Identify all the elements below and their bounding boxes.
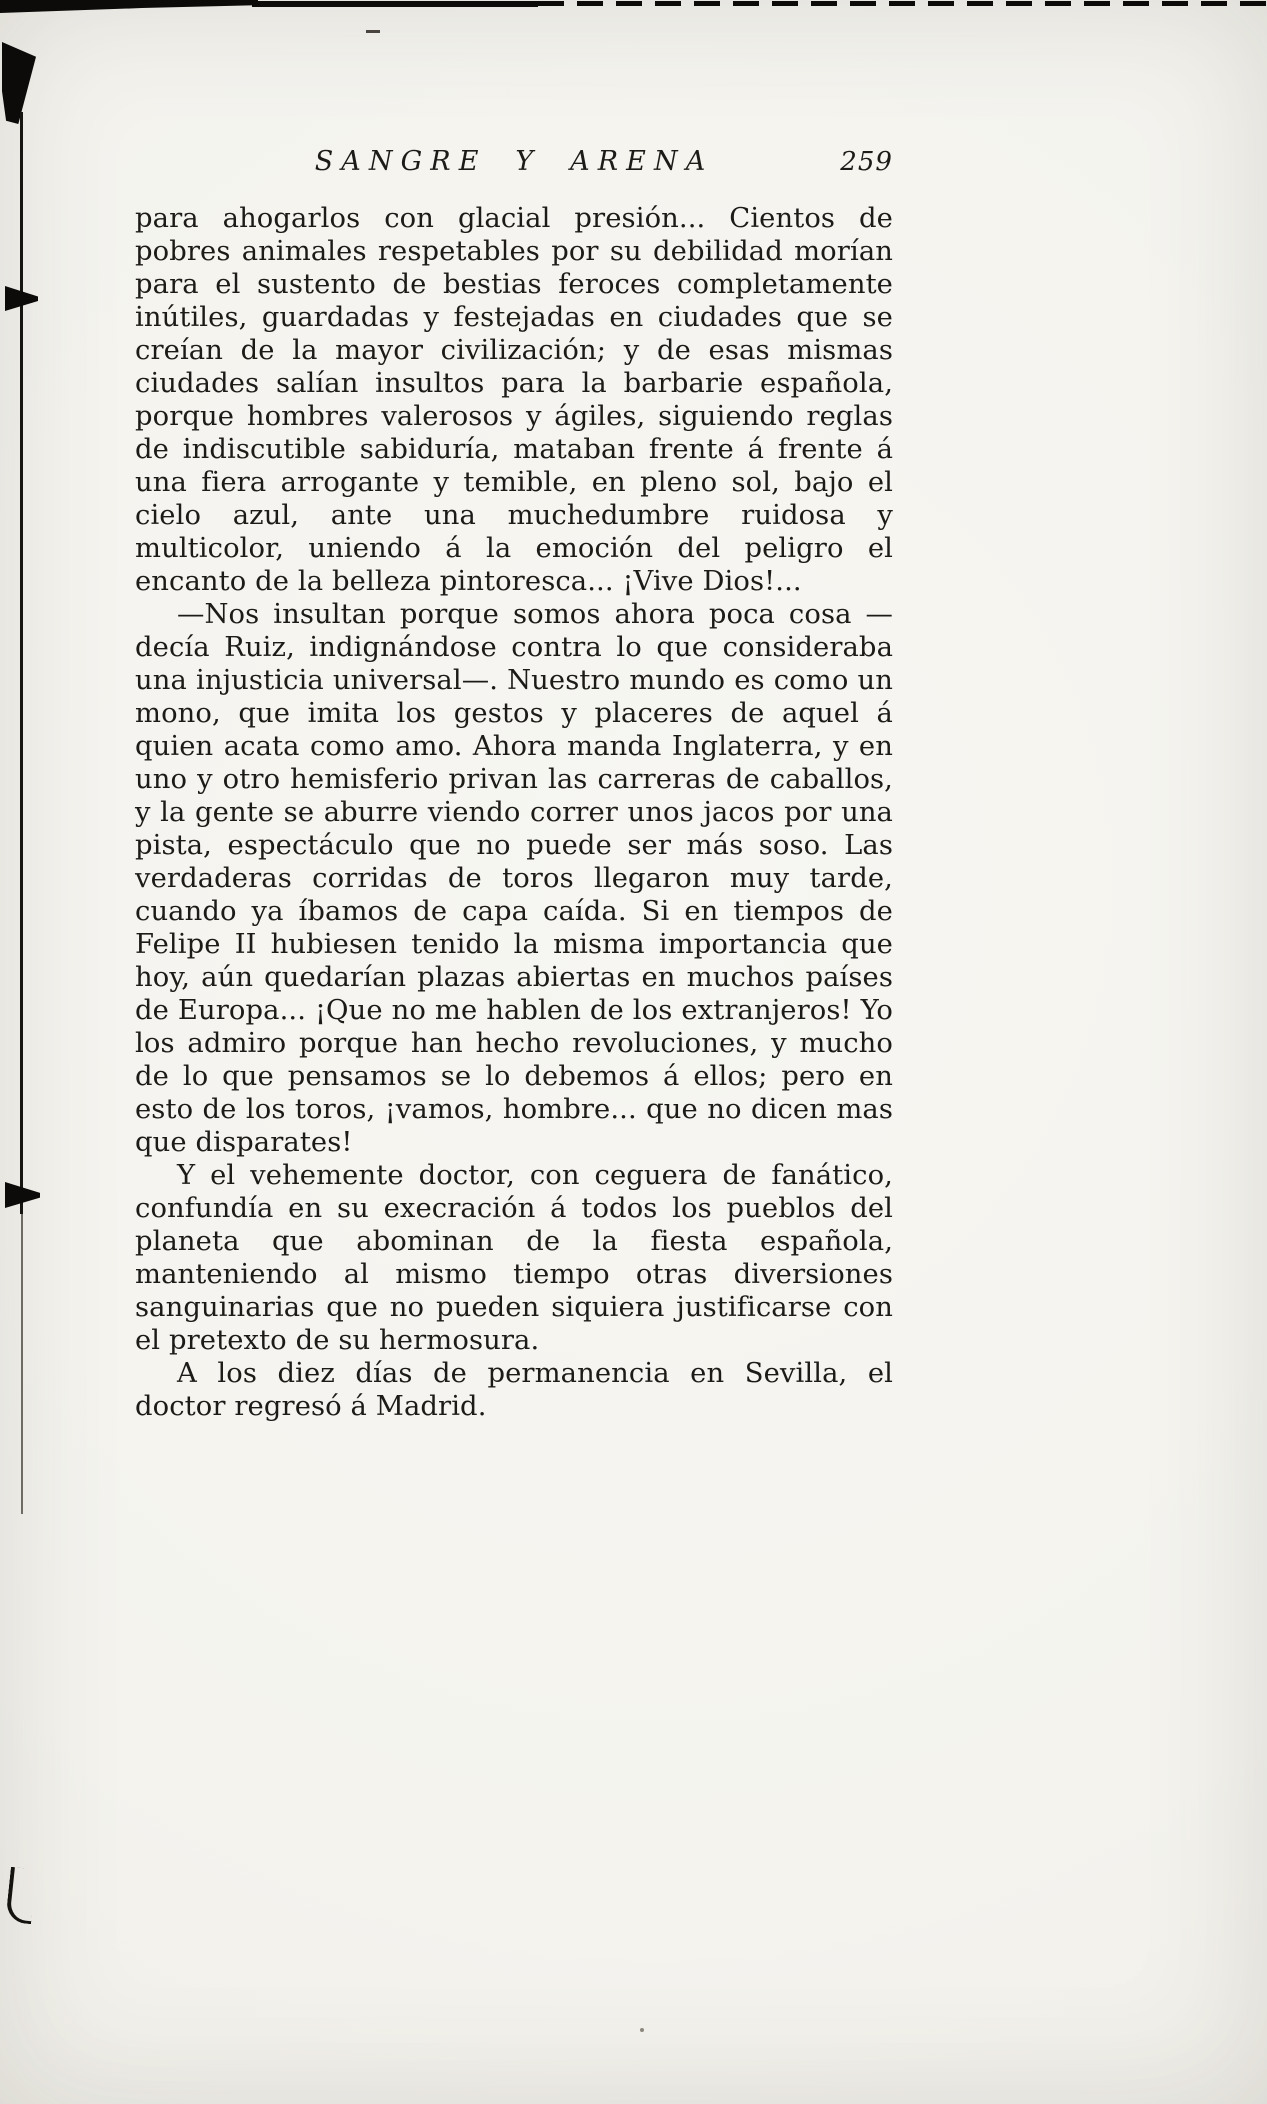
scan-artifact-top-speck: [366, 30, 380, 33]
scan-artifact-binding-line-lower: [21, 1214, 23, 1514]
scan-artifact-corner-wedge: [2, 42, 36, 124]
running-header: [135, 146, 893, 202]
paragraph-4: A los diez días de permanencia en Sevilla, el doctor regresó á Madrid.: [135, 1358, 893, 1422]
paragraph-2-dialogue: —Nos insultan porque somos ahora poca cosa —decía Ruiz, indignándose contra lo que consideraba una injusticia universal—. Nuestro mundo es como un mono, que imita los gestos y placeres de aquel á quien acata como amo. Ahora manda Inglaterra, y en uno y otro hemisferio privan las carreras de caballos, y la gente se aburre viendo correr unos jacos por una pista, espectáculo que no puede ser más soso. Las verdaderas corridas de toros llegaron muy tarde, cuando ya íbamos de capa caída. Si en tiempos de Felipe II hubiesen tenido la misma importancia que hoy, aún quedarían plazas abiertas en muchos países de Europa... ¡Que no me hablen de los extranjeros! Yo los admiro porque han hecho revoluciones, y mucho de lo que pensamos se lo debemos á ellos; pero en esto de los toros, ¡vamos, hombre... que no dicen mas que disparates!: [135, 599, 893, 1158]
scan-artifact-top-bar-left: [0, 0, 258, 13]
book-title-header: SANGRE Y ARENA: [314, 146, 714, 177]
scan-artifact-bottom-hook: [5, 1867, 37, 1924]
paragraph-3: Y el vehemente doctor, con ceguera de fanático, confundía en su execración á todos los pueblos del planeta que abominan de la fiesta española, manteniendo al mismo tiempo otras diversiones sanguinarias que no pueden siquiera justificarse con el pretexto de su hermosura.: [135, 1160, 893, 1356]
scan-artifact-binding-line: [20, 112, 23, 1214]
scan-artifact-top-dashed-line: [538, 1, 1267, 6]
scan-artifact-top-bar-mid: [252, 1, 538, 7]
text-block: [135, 146, 893, 1423]
scan-artifact-bottom-speck: [640, 2028, 644, 2032]
page-number: 259: [840, 147, 893, 177]
paragraph-1: para ahogarlos con glacial presión... Cientos de pobres animales respetables por su debilidad morían para el sustento de bestias feroces completamente inútiles, guardadas y festejadas en ciudades que se creían de la mayor civilización; y de esas mismas ciudades salían insultos para la barbarie española, porque hombres valerosos y ágiles, siguiendo reglas de indiscutible sabiduría, mataban frente á frente á una fiera arrogante y temible, en pleno sol, bajo el cielo azul, ante una muchedumbre ruidosa y multicolor, uniendo á la emoción del peligro el encanto de la belleza pintoresca... ¡Vive Dios!...: [135, 203, 893, 597]
